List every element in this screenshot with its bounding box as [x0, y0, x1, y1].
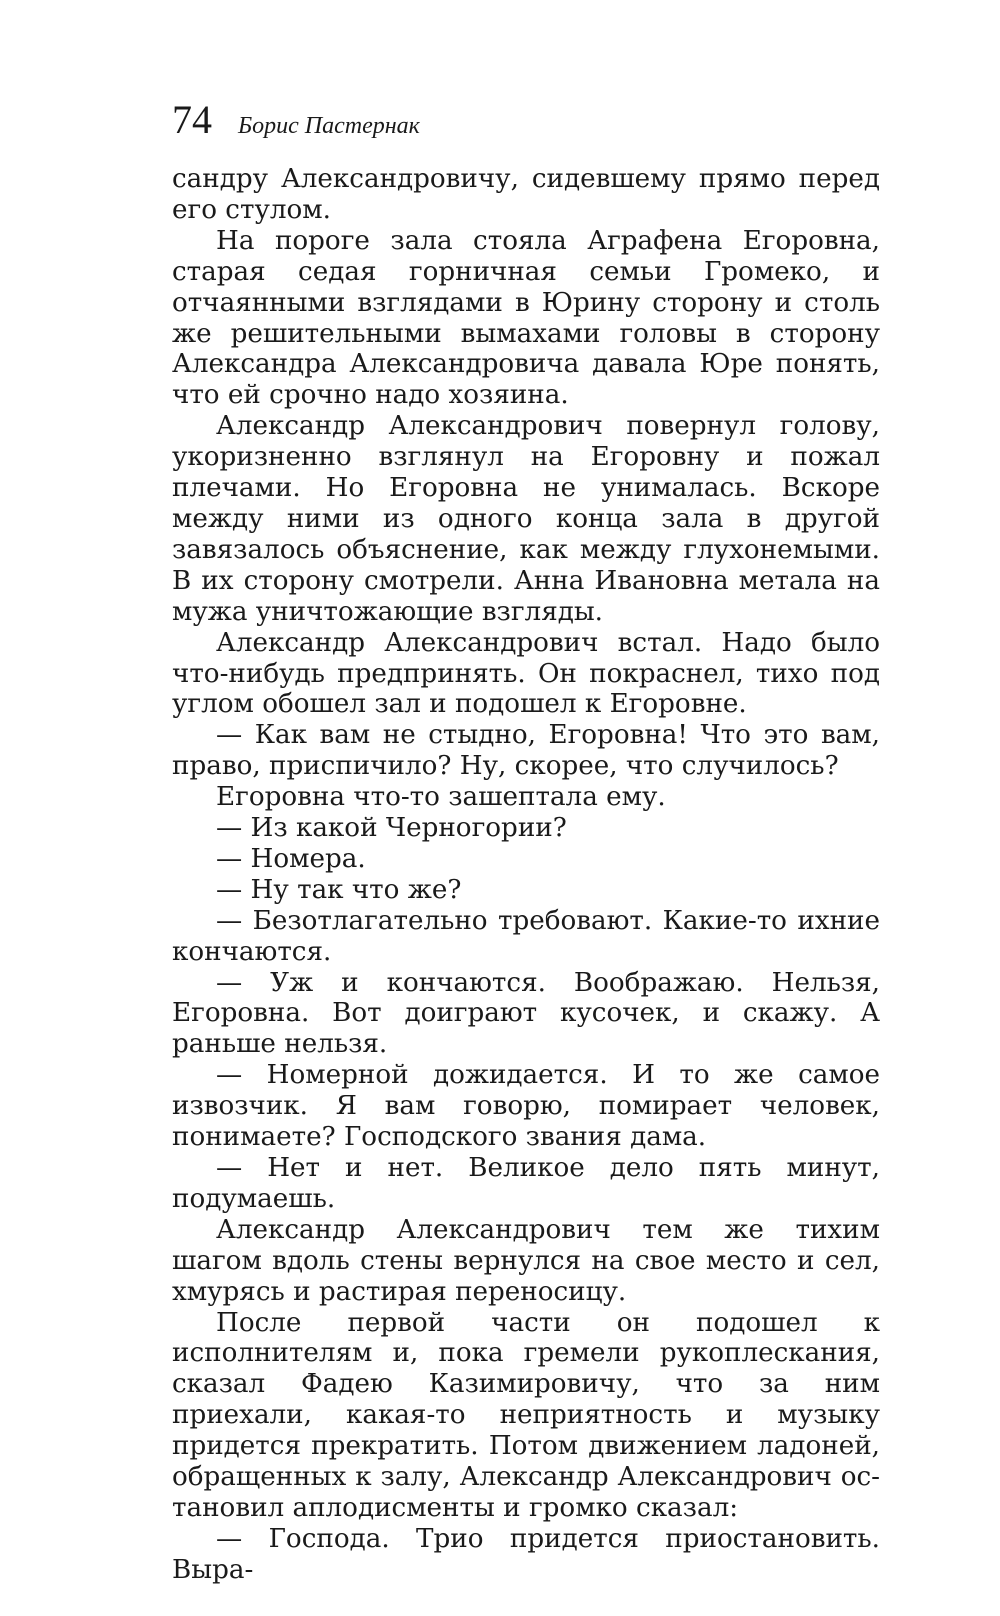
- page-number: 74: [172, 97, 212, 142]
- running-title: Борис Пастернак: [238, 113, 420, 139]
- dialogue-line: — Нет и нет. Великое дело пять минут, подумаешь.: [172, 1153, 880, 1214]
- page-header: [172, 97, 880, 164]
- paragraph: Александр Александрович повернул голову, укоризненно взглянул на Егоровну и пожал плечами. Но Егоровна не унималась. Вскоре между ними из одного конца зала в другой завязалось объяснение, как между глухонемыми. В их сторону смотрели. Анна Ивановна метала на мужа уничтожающие взгляды.: [172, 411, 880, 627]
- dialogue-line: — Безотлагательно требовают. Какие-то ихние кончаются.: [172, 905, 880, 967]
- body-text: [172, 164, 880, 1586]
- paragraph: После первой части он подошел к исполнителям и, пока гремели рукоплескания, сказал Фадею Казимировичу, что за ним приехали, какая-то неприятность и музыку придется прекратить. Потом движением ладоней, обращенных к залу, Александр Александрович остановил аплодисменты и громко сказал:: [172, 1307, 880, 1523]
- book-page: [172, 97, 880, 1586]
- dialogue-line: — Из какой Черногории?: [216, 813, 567, 844]
- dialogue-line: — Господа. Трио придется приостановить. Выра-: [172, 1523, 880, 1585]
- dialogue-line: — Номера.: [216, 843, 366, 874]
- paragraph: сандру Александровичу, сидевшему прямо перед его стулом.: [172, 164, 880, 225]
- dialogue-line: — Уж и кончаются. Воображаю. Нельзя, Егоровна. Вот доиграют кусочек, и скажу. А раньше нельзя.: [172, 967, 880, 1060]
- paragraph: Александр Александрович встал. Надо было что-нибудь предпринять. Он покраснел, тихо под углом обошел зал и подошел к Егоровне.: [172, 627, 880, 720]
- paragraph: Александр Александрович тем же тихим шагом вдоль стены вернулся на свое место и сел, хмурясь и растирая переносицу.: [172, 1214, 880, 1307]
- paragraph: На пороге зала стояла Аграфена Егоровна, старая седая горничная семьи Громеко, и отчаянными взглядами в Юрину сторону и столь же решительными вымахами головы в сторону Александра Александровича давала Юре понять, что ей срочно надо хозяина.: [172, 225, 880, 411]
- paragraph: Егоровна что-то зашептала ему.: [216, 782, 666, 813]
- dialogue-line: — Номерной дожидается. И то же самое извозчик. Я вам говорю, помирает человек, понимаете? Господского звания дама.: [172, 1060, 880, 1153]
- dialogue-line: — Ну так что же?: [216, 874, 462, 905]
- dialogue-line: — Как вам не стыдно, Егоровна! Что это вам, право, приспичило? Ну, скорее, что случилось?: [172, 720, 880, 782]
